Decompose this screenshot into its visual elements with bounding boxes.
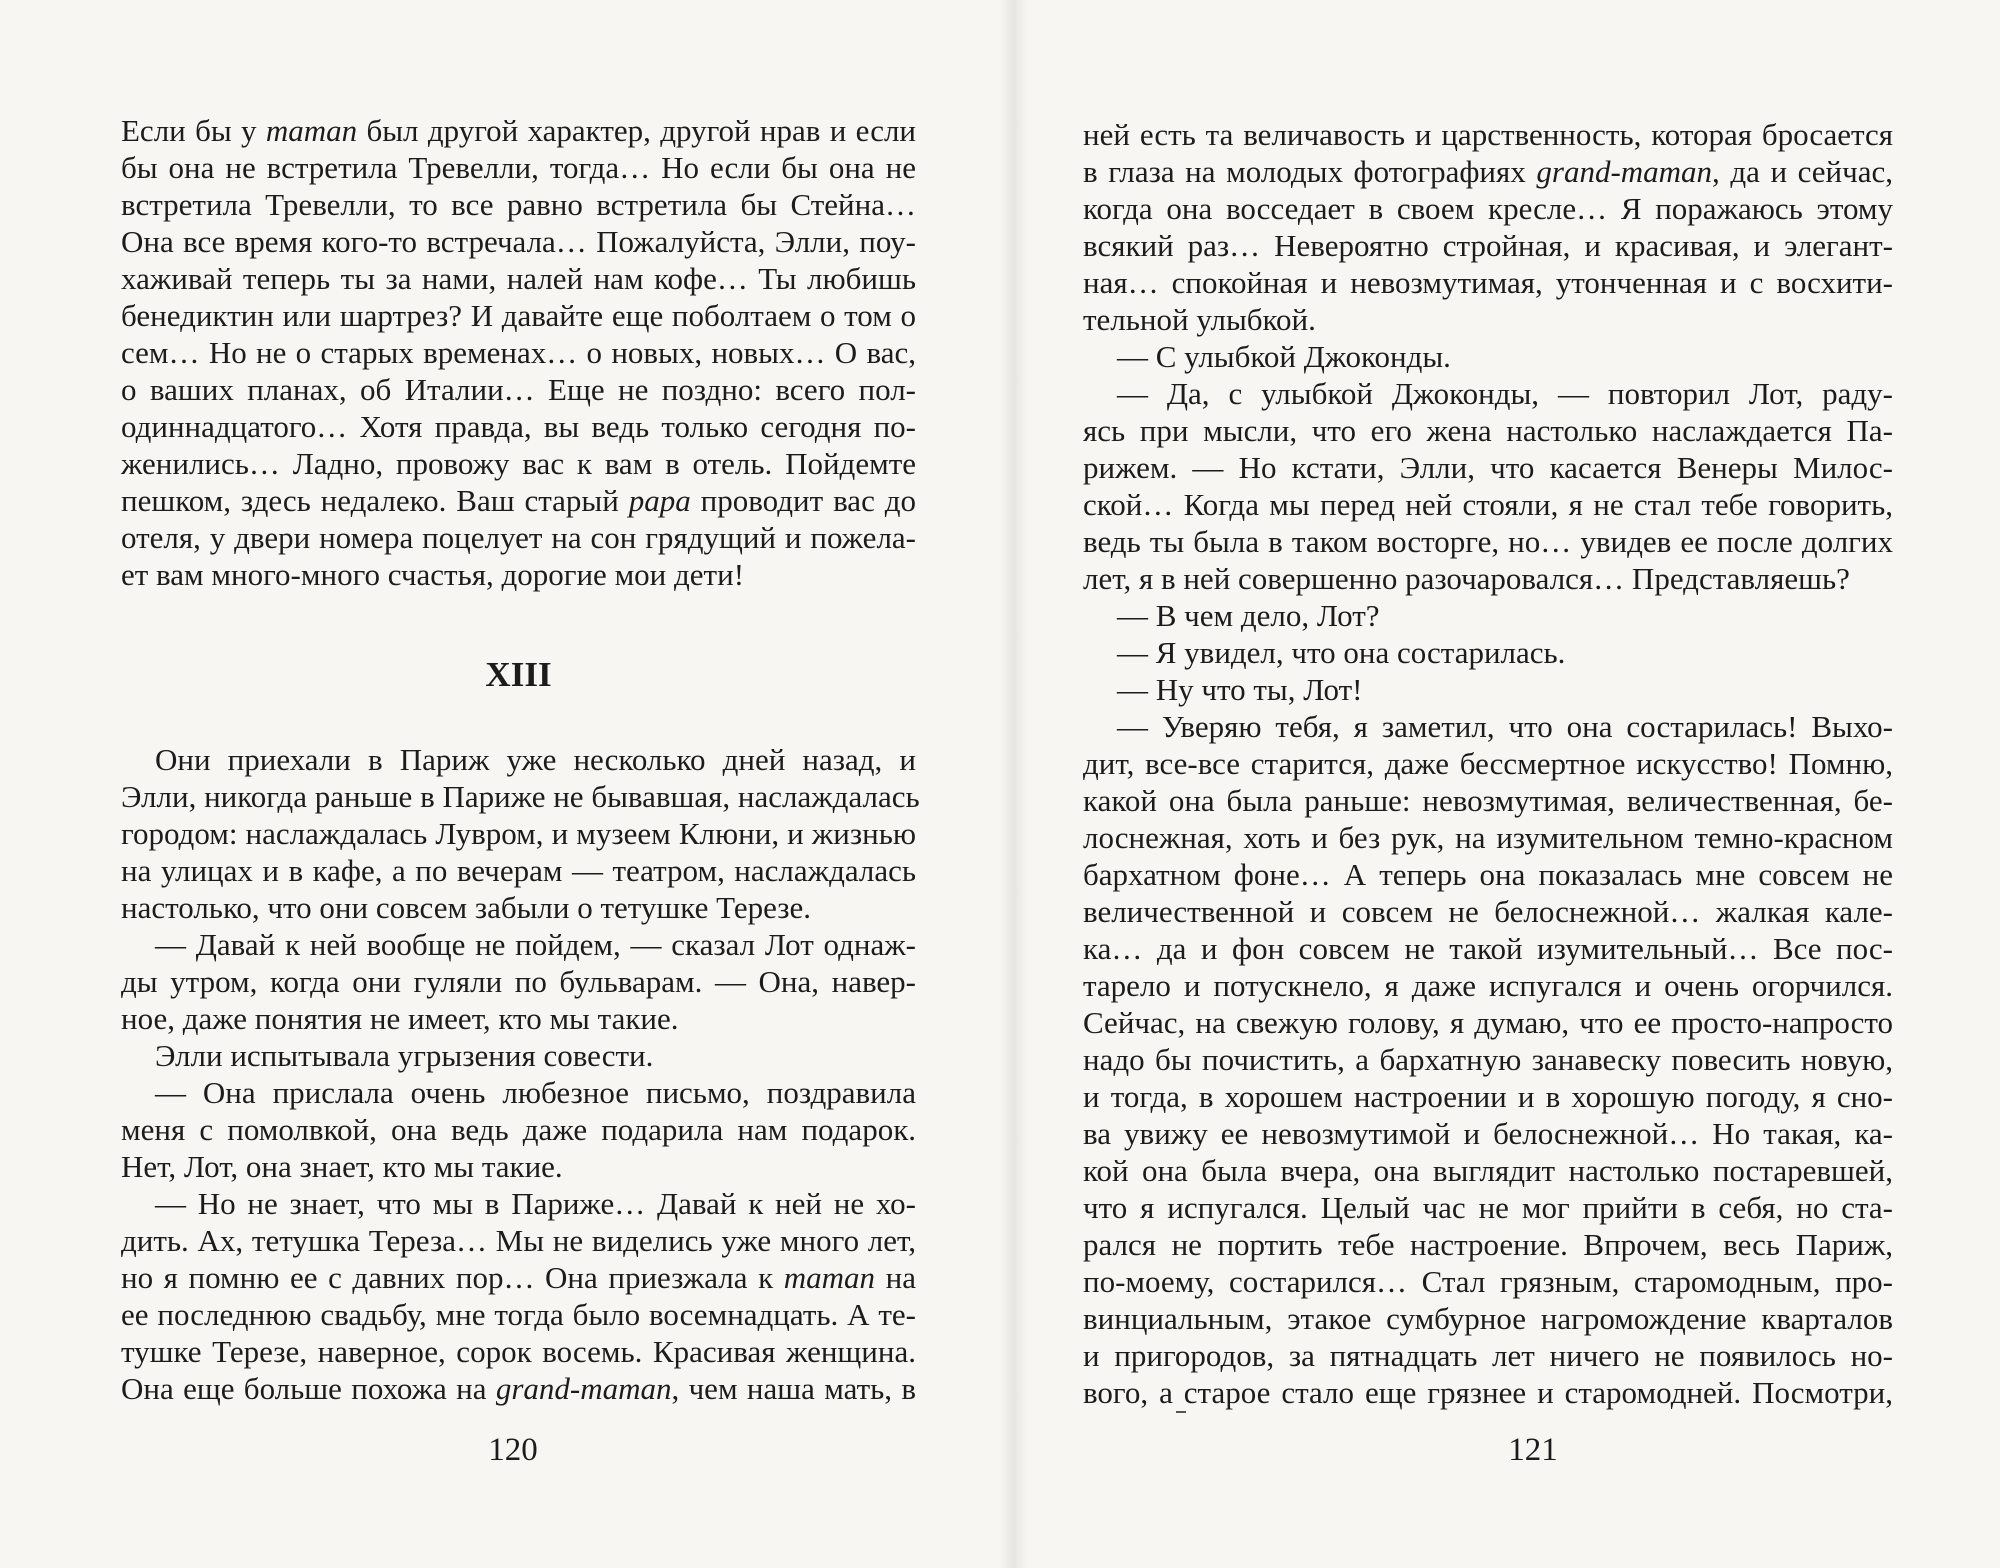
text-line: отеля, у двери номера поцелует на сон грядущий и пожела- <box>121 520 916 555</box>
text-line: ней есть та величавость и царственность, которая бросается <box>1083 117 1893 152</box>
text-line: в глаза на молодых фотографиях grand-maman, да и сейчас, <box>1083 154 1893 189</box>
text-line: лет, я в ней совершенно разочаровался… Представляешь? <box>1083 561 1850 596</box>
text-line: — Я увидел, что она состарилась. <box>1117 635 1566 670</box>
page-number: 120 <box>488 1432 538 1468</box>
text-line: дит, все-все старится, даже бессмертное искусство! Помню, <box>1083 746 1893 781</box>
text-line: но я помню ее с давних пор… Она приезжала к maman на <box>121 1260 916 1295</box>
left-page-text <box>121 112 920 1407</box>
text-line: Она все время кого-то встречала… Пожалуйста, Элли, поу- <box>121 224 916 259</box>
text-line: по-моему, состарился… Стал грязным, старомодным, про- <box>1083 1264 1893 1299</box>
text-line: тарело и потускнело, я даже испугался и очень огорчился. <box>1083 968 1893 1003</box>
text-line: и пригородов, за пятнадцать лет ничего не появилось но- <box>1083 1338 1893 1373</box>
text-line: — Она прислала очень любезное письмо, поздравила <box>155 1075 916 1110</box>
text-line: когда она восседает в своем кресле… Я поражаюсь этому <box>1083 191 1893 226</box>
text-line: ды утром, когда они гуляли по бульварам. — Она, навер- <box>121 964 916 999</box>
text-line: дить. Ах, тетушка Тереза… Мы не виделись уже много лет, <box>121 1223 916 1258</box>
chapter-heading: XIII <box>485 655 552 694</box>
text-line: лоснежная, хоть и без рук, на изумительном темно-красном <box>1083 820 1893 855</box>
page-number: 121 <box>1508 1432 1558 1468</box>
text-line: Сейчас, на свежую голову, я думаю, что ее просто-напросто <box>1083 1005 1893 1040</box>
text-line: встретила Тревелли, то все равно встретила бы Стейна… <box>121 187 916 222</box>
text-line: Нет, Лот, она знает, кто мы такие. <box>121 1149 563 1184</box>
text-line: — Да, с улыбкой Джоконды, — повторил Лот, раду- <box>1117 376 1893 411</box>
text-line: — С улыбкой Джоконды. <box>1117 339 1451 374</box>
spacer <box>121 695 916 741</box>
text-line: — Ну что ты, Лот! <box>1117 672 1363 707</box>
text-line: ка… да и фон совсем не такой изумительный… Все пос- <box>1083 931 1893 966</box>
text-line: на улицах и в кафе, а по вечерам — театром, наслаждалась <box>121 853 916 888</box>
text-line: винциальным, этакое сумбурное нагромождение кварталов <box>1083 1301 1893 1336</box>
text-line: настолько, что они совсем забыли о тетушке Терезе. <box>121 890 812 925</box>
text-line: Элли, никогда раньше в Париже не бывавшая, наслаждалась <box>121 779 920 814</box>
text-line: ясь при мысли, что его жена настолько наслаждается Па- <box>1083 413 1893 448</box>
text-line: ет вам много-много счастья, дорогие мои дети! <box>121 557 745 592</box>
text-line: величественной и совсем не белоснежной… жалкая кале- <box>1083 894 1893 929</box>
book-gutter <box>1000 0 1028 1568</box>
text-line: меня с помолвкой, она ведь даже подарила нам подарок. <box>121 1112 916 1147</box>
text-line: женились… Ладно, провожу вас к вам в отель. Пойдемте <box>121 446 916 481</box>
text-line: одиннадцатого… Хотя правда, вы ведь только сегодня по- <box>121 409 916 444</box>
text-line: рался не портить тебе настроение. Впрочем, весь Париж, <box>1083 1227 1893 1262</box>
text-line: Если бы у maman был другой характер, другой нрав и если <box>121 113 917 148</box>
text-line: Элли испытывала угрызения совести. <box>155 1038 654 1073</box>
text-line: ва увижу ее невозмутимой и белоснежной… Но такая, ка- <box>1083 1116 1893 1151</box>
text-line: надо бы почистить, а бархатную занавеску повесить новую, <box>1083 1042 1893 1077</box>
text-line: какой она была раньше: невозмутимая, величественная, бе- <box>1083 783 1893 818</box>
text-line: ная… спокойная и невозмутимая, утонченная и с восхити- <box>1083 265 1893 300</box>
print-mark <box>1176 1411 1186 1413</box>
text-line: бенедиктин или шартрез? И давайте еще поболтаем о том о <box>121 298 916 333</box>
text-line: сем… Но не о старых временах… о новых, новых… О вас, <box>121 335 916 370</box>
right-page <box>1028 0 2000 1568</box>
text-line: ное, даже понятия не имеет, кто мы такие. <box>121 1001 679 1036</box>
text-line: бархатном фоне… А теперь она показалась мне совсем не <box>1083 857 1893 892</box>
text-line: городом: наслаждалась Лувром, и музеем Клюни, и жизнью <box>121 816 916 851</box>
text-line: тушке Терезе, наверное, сорок восемь. Красивая женщина. <box>121 1334 916 1369</box>
text-line: ской… Когда мы перед ней стояли, я не стал тебе говорить, <box>1083 487 1893 522</box>
text-line: вого, а старое стало еще грязнее и старомодней. Посмотри, <box>1083 1375 1893 1410</box>
text-line: кой она была вчера, она выглядит настолько постаревшей, <box>1083 1153 1893 1188</box>
text-line: ведь ты была в таком восторге, но… увидев ее после долгих <box>1083 524 1893 559</box>
text-line: о ваших планах, об Италии… Еще не поздно: всего пол- <box>121 372 916 407</box>
text-line: бы она не встретила Тревелли, тогда… Но если бы она не <box>121 150 916 185</box>
text-line: всякий раз… Невероятно стройная, и красивая, и элегант- <box>1083 228 1893 263</box>
right-page-text <box>1083 116 1893 1411</box>
text-line: — В чем дело, Лот? <box>1117 598 1380 633</box>
text-line: и тогда, в хорошем настроении и в хорошую погоду, я сно- <box>1083 1079 1893 1114</box>
text-line: Она еще больше похожа на grand-maman, чем наша мать, в <box>121 1371 916 1406</box>
text-line: Они приехали в Париж уже несколько дней назад, и <box>155 742 916 777</box>
text-line: рижем. — Но кстати, Элли, что касается Венеры Милос- <box>1083 450 1893 485</box>
text-line: — Уверяю тебя, я заметил, что она состарилась! Выхо- <box>1117 709 1893 744</box>
text-line: — Давай к ней вообще не пойдем, — сказал Лот однаж- <box>155 927 916 962</box>
text-line: что я испугался. Целый час не мог прийти в себя, но ста- <box>1083 1190 1893 1225</box>
text-line: — Но не знает, что мы в Париже… Давай к ней не хо- <box>155 1186 916 1221</box>
text-line: хаживай теперь ты за нами, налей нам кофе… Ты любишь <box>121 261 916 296</box>
text-line: ее последнюю свадьбу, мне тогда было восемнадцать. А те- <box>121 1297 916 1332</box>
text-line: тельной улыбкой. <box>1083 302 1316 337</box>
spacer <box>121 593 916 655</box>
text-line: пешком, здесь недалеко. Ваш старый papa проводит вас до <box>121 483 916 518</box>
